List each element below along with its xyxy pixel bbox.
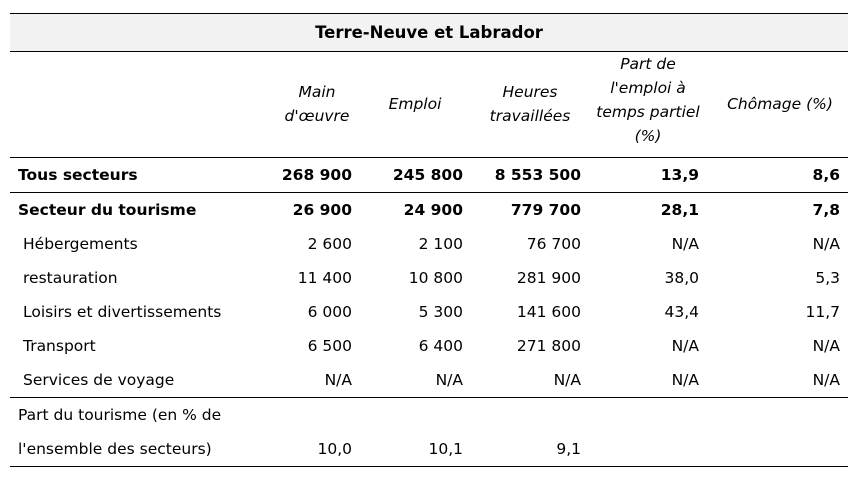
table-row (10, 329, 848, 363)
cell-chomage: 7,8 (812, 201, 840, 219)
header-heures-line2: travaillées (489, 107, 571, 125)
row-label: Transport (23, 337, 96, 355)
cell-partiel: 13,9 (660, 166, 699, 184)
header-partiel-line3: temps partiel (596, 103, 700, 121)
part-tourisme-label-line2: l'ensemble des secteurs) (18, 440, 212, 458)
row-label: Tous secteurs (18, 166, 138, 184)
header-heures-line1: Heures (502, 83, 558, 101)
cell-emploi: 2 100 (418, 235, 463, 253)
cell-main-oeuvre: 6 000 (307, 303, 352, 321)
cell-main-oeuvre: 2 600 (307, 235, 352, 253)
cell-heures: 76 700 (526, 235, 581, 253)
cell-heures: 271 800 (516, 337, 581, 355)
row-label: Secteur du tourisme (18, 201, 197, 219)
cell-chomage: 5,3 (815, 269, 840, 287)
row-label: Services de voyage (23, 371, 175, 389)
cell-chomage: 11,7 (805, 303, 840, 321)
header-main-oeuvre (267, 80, 367, 128)
header-partiel-line2: l'emploi à (610, 79, 686, 97)
header-emploi: Emploi (388, 95, 442, 113)
tourism-table (10, 13, 848, 467)
header-row (10, 52, 848, 158)
cell-main-oeuvre: N/A (324, 371, 352, 389)
cell-partiel: 38,0 (664, 269, 699, 287)
header-temps-partiel (588, 52, 708, 148)
cell-heures: N/A (553, 371, 581, 389)
header-partiel-line4: (%) (634, 127, 662, 145)
cell-chomage: N/A (812, 235, 840, 253)
cell-main-oeuvre: 10,0 (317, 440, 352, 458)
table-title: Terre-Neuve et Labrador (10, 14, 848, 52)
cell-emploi: 245 800 (392, 166, 463, 184)
cell-emploi: N/A (435, 371, 463, 389)
header-main-oeuvre-line2: d'œuvre (284, 107, 350, 125)
table-row (10, 227, 848, 261)
cell-emploi: 6 400 (418, 337, 463, 355)
cell-partiel: N/A (671, 337, 699, 355)
part-tourisme-label-line1: Part du tourisme (en % de (18, 406, 222, 424)
cell-partiel: N/A (671, 371, 699, 389)
cell-heures: 9,1 (556, 440, 581, 458)
cell-heures: 779 700 (510, 201, 581, 219)
cell-emploi: 24 900 (403, 201, 463, 219)
table-row (10, 261, 848, 295)
cell-chomage: 8,6 (812, 166, 840, 184)
header-partiel-line1: Part de (620, 55, 676, 73)
cell-heures: 281 900 (516, 269, 581, 287)
cell-emploi: 5 300 (418, 303, 463, 321)
row-label: Loisirs et divertissements (23, 303, 222, 321)
cell-main-oeuvre: 268 900 (281, 166, 352, 184)
cell-partiel: 43,4 (664, 303, 699, 321)
cell-emploi: 10 800 (408, 269, 463, 287)
table-row-part-tourisme (10, 432, 848, 467)
header-main-oeuvre-line1: Main (298, 83, 336, 101)
table-row-part-tourisme-line1 (10, 398, 848, 432)
cell-chomage: N/A (812, 371, 840, 389)
table-row (10, 363, 848, 398)
header-heures (480, 80, 580, 128)
row-label: Hébergements (23, 235, 138, 253)
cell-emploi: 10,1 (428, 440, 463, 458)
cell-main-oeuvre: 11 400 (297, 269, 352, 287)
header-chomage: Chômage (%) (727, 95, 833, 113)
cell-chomage: N/A (812, 337, 840, 355)
table-row (10, 295, 848, 329)
row-label: restauration (23, 269, 118, 287)
cell-heures: 141 600 (516, 303, 581, 321)
table-row (10, 193, 848, 227)
cell-heures: 8 553 500 (494, 166, 581, 184)
table-row (10, 158, 848, 193)
cell-partiel: N/A (671, 235, 699, 253)
cell-main-oeuvre: 6 500 (307, 337, 352, 355)
cell-partiel: 28,1 (660, 201, 699, 219)
cell-main-oeuvre: 26 900 (292, 201, 352, 219)
